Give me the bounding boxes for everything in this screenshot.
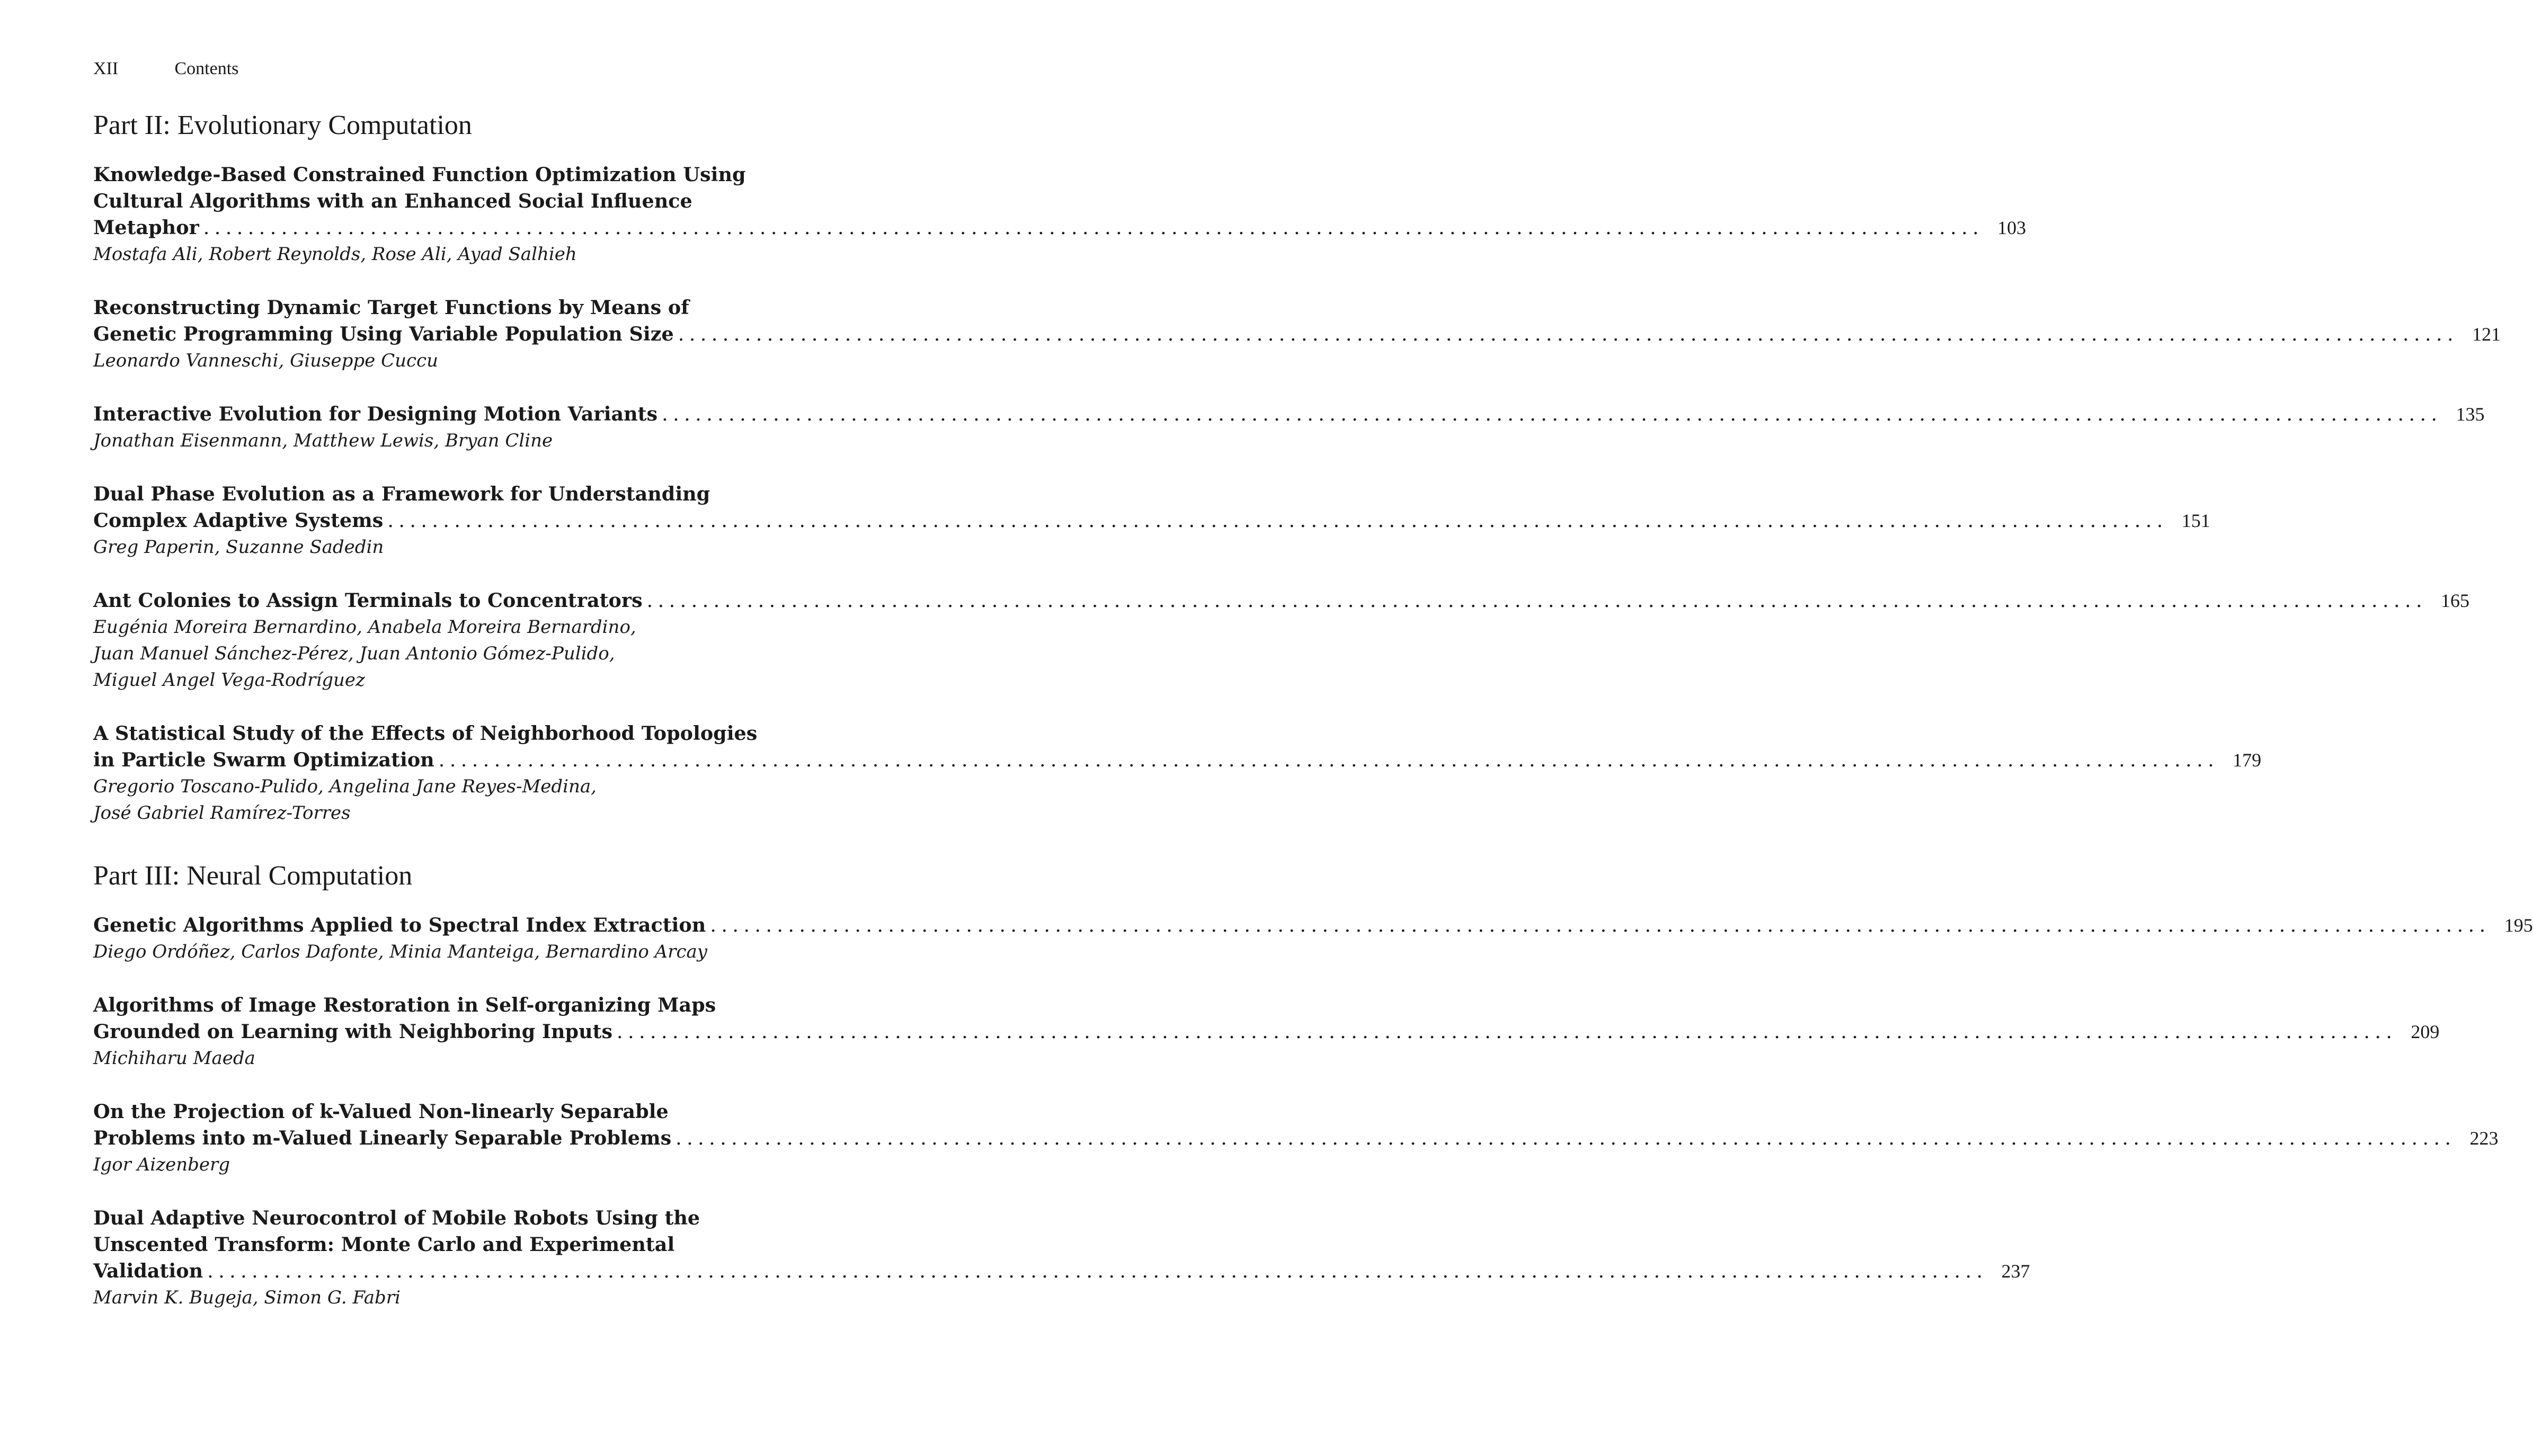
entry-list: [93, 162, 2501, 826]
entry-authors: Eugénia Moreira Bernardino, Anabela Moreira Bernardino,: [93, 617, 636, 638]
contents-page: [93, 53, 2533, 1311]
entry-title-line: Dual Phase Evolution as a Framework for Understanding: [93, 483, 710, 505]
dot-leader: ................................................................................................................................................................: [207, 1260, 1988, 1282]
page-number: 223: [2469, 1128, 2499, 1149]
entry-title-text: Complex Adaptive Systems: [93, 509, 384, 532]
toc-entry[interactable]: [93, 992, 2440, 1071]
dot-leader: ................................................................................................................................................................: [710, 914, 2491, 936]
entry-title-line: Knowledge-Based Constrained Function Optimization Using: [93, 163, 746, 186]
entry-title-last-line: [93, 1125, 2499, 1151]
entry-authors: Juan Manuel Sánchez-Pérez, Juan Antonio Gómez-Pulido,: [93, 643, 615, 664]
toc-entry[interactable]: [93, 481, 2210, 560]
toc-entry[interactable]: [93, 587, 2470, 693]
entry-authors: Igor Aizenberg: [93, 1154, 230, 1175]
entry-title-text: Interactive Evolution for Designing Motion Variants: [93, 403, 658, 425]
part-title: Part III: Neural Computation: [93, 861, 413, 891]
page-folio: XII: [93, 59, 119, 78]
dot-leader: ................................................................................................................................................................: [662, 403, 2442, 425]
entry-list: [93, 912, 2533, 1311]
page-number: 209: [2411, 1021, 2440, 1042]
entry-title-text: in Particle Swarm Optimization: [93, 748, 434, 771]
toc-entry[interactable]: [93, 294, 2501, 374]
entry-title-line: Dual Adaptive Neurocontrol of Mobile Robots Using the: [93, 1207, 700, 1229]
toc-entry[interactable]: [93, 720, 2262, 826]
running-head-section: Contents: [174, 59, 239, 78]
page-number: 103: [1997, 217, 2027, 238]
entry-title-text: Genetic Algorithms Applied to Spectral Index Extraction: [93, 914, 706, 936]
entry-title-line: Algorithms of Image Restoration in Self-organizing Maps: [93, 994, 716, 1016]
toc-entry[interactable]: [93, 1205, 2030, 1311]
entry-title-text: Ant Colonies to Assign Terminals to Concentrators: [93, 589, 643, 612]
entry-title-line: Unscented Transform: Monte Carlo and Experimental: [93, 1233, 675, 1256]
dot-leader: ................................................................................................................................................................: [387, 509, 2168, 532]
entry-title-last-line: [93, 912, 2533, 939]
entry-title-last-line: [93, 401, 2485, 427]
dot-leader: ................................................................................................................................................................: [676, 1127, 2456, 1149]
entry-title-last-line: [93, 215, 2027, 241]
dot-leader: ................................................................................................................................................................: [617, 1020, 2397, 1043]
toc-entry[interactable]: [93, 162, 2027, 267]
entry-title-last-line: [93, 1019, 2440, 1045]
entry-title-text: Genetic Programming Using Variable Population Size: [93, 323, 674, 345]
entry-title-text: Grounded on Learning with Neighboring Inputs: [93, 1020, 613, 1043]
page-number: 151: [2181, 510, 2210, 531]
page-number: 237: [2001, 1261, 2030, 1282]
entry-authors: Jonathan Eisenmann, Matthew Lewis, Bryan Cline: [93, 430, 553, 451]
entry-title-text: Problems into m-Valued Linearly Separable Problems: [93, 1127, 672, 1149]
entry-title-text: Validation: [93, 1260, 203, 1282]
page-number: 135: [2456, 404, 2485, 425]
entry-authors: Gregorio Toscano-Pulido, Angelina Jane Reyes-Medina,: [93, 776, 597, 797]
entry-authors: Greg Paperin, Suzanne Sadedin: [93, 537, 384, 558]
entry-title-line: A Statistical Study of the Effects of Neighborhood Topologies: [93, 722, 758, 745]
entry-authors: Mostafa Ali, Robert Reynolds, Rose Ali, Ayad Salhieh: [93, 244, 577, 265]
entry-title-line: On the Projection of k-Valued Non-linearly Separable: [93, 1100, 669, 1123]
toc-entry[interactable]: [93, 1098, 2499, 1178]
entry-authors: Michiharu Maeda: [93, 1048, 255, 1069]
dot-leader: ................................................................................................................................................................: [646, 589, 2428, 612]
entry-authors: Miguel Angel Vega-Rodríguez: [93, 669, 365, 691]
page-number: 165: [2441, 590, 2470, 611]
entry-title-last-line: [93, 321, 2501, 347]
entry-authors: Diego Ordóñez, Carlos Dafonte, Minia Manteiga, Bernardino Arcay: [93, 941, 707, 962]
dot-leader: ................................................................................................................................................................: [438, 748, 2219, 771]
toc-entry[interactable]: [93, 912, 2533, 965]
page-number: 195: [2504, 915, 2533, 936]
entry-title-last-line: [93, 1258, 2030, 1284]
running-head: [93, 53, 856, 85]
entry-title-last-line: [93, 507, 2210, 534]
entry-authors: Leonardo Vanneschi, Giuseppe Cuccu: [93, 350, 438, 371]
entry-authors: Marvin K. Bugeja, Simon G. Fabri: [93, 1287, 401, 1308]
page-number: 179: [2233, 749, 2262, 771]
entry-authors: José Gabriel Ramírez-Torres: [93, 802, 351, 824]
page-number: 121: [2472, 324, 2501, 345]
entry-title-line: Reconstructing Dynamic Target Functions by Means of: [93, 296, 689, 319]
entry-title-text: Metaphor: [93, 216, 199, 239]
dot-leader: ................................................................................................................................................................: [678, 323, 2459, 345]
part-title: Part II: Evolutionary Computation: [93, 110, 472, 140]
dot-leader: ................................................................................................................................................................: [203, 216, 1984, 239]
entry-title-line: Cultural Algorithms with an Enhanced Social Influence: [93, 190, 692, 212]
contents-parts: [93, 110, 2533, 1311]
entry-title-last-line: [93, 747, 2262, 773]
entry-title-last-line: [93, 587, 2470, 614]
toc-entry[interactable]: [93, 401, 2485, 454]
